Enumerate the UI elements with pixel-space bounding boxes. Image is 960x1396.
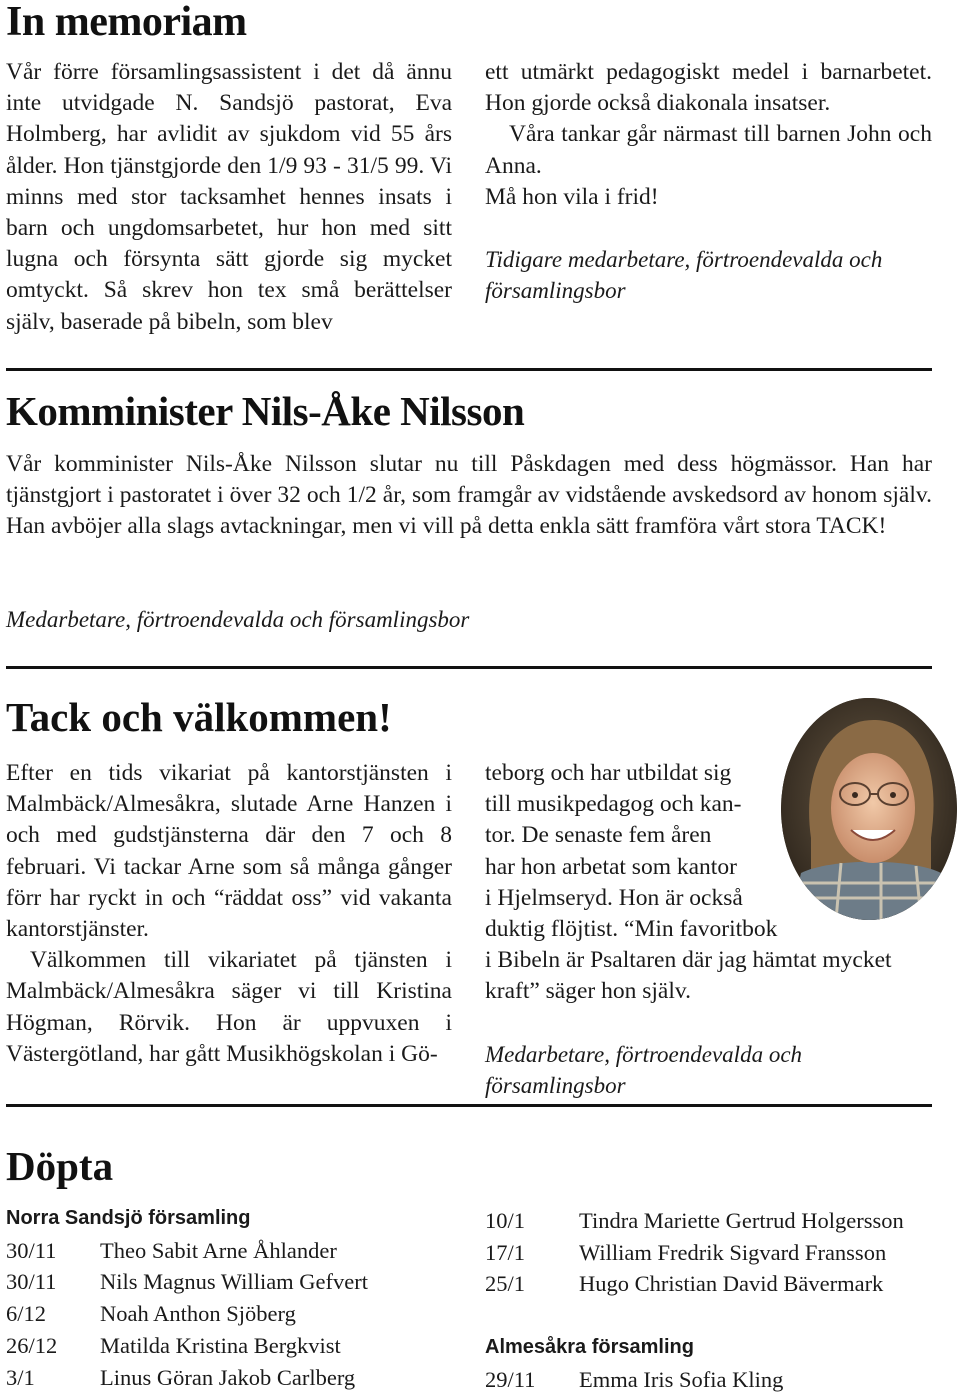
komminister-body: Vår komminister Nils-Åke Nilsson slutar nu till Påskdagen med dess högmässor. Han har tjänstgjort i pastoratet i över 32 och 1/2 år, som framgår av vidstående avskedsord av honom själv. Han avböjer alla slags avtackningar, men vi vill på detta enkla sätt framföra vårt stora TACK! [6,451,932,540]
baptism-date: 10/1 [485,1208,526,1233]
list-item [485,1205,935,1237]
tack-line: har hon arbetat som kantor [485,853,737,880]
baptism-name: Noah Anthon Sjöberg [100,1301,296,1327]
list-item [485,1237,935,1269]
baptism-name: Nils Magnus William Gefvert [100,1269,369,1295]
memoriam-column-1: Vår förre församlingsassistent i det då ännu inte utvidgade N. Sandsjö pastorat, Eva Holmberg, har avlidit av sjukdom vid 55 års ålder. Hon tjänstgjorde den 1/9 93 - 31/5 99. Vi minns med stor tacksamhet hennes insats i barn och ungdomsarbetet, hur hon med sitt lugna och försynta sätt gjorde sig mycket omtyckt. Så skrev hon tex små berättelser själv, baserade på bibeln, som blev [6,59,452,335]
baptism-name: Matilda Kristina Bergkvist [100,1332,341,1358]
baptism-date: 30/11 [6,1269,57,1295]
memoriam-paragraph: Våra tankar går närmast till barnen John och Anna. [485,121,932,179]
tack-column-1 [6,758,452,1070]
list-item [6,1266,446,1298]
baptism-name: Theo Sabit Arne Åhlander [100,1237,337,1263]
norra-list-continued [485,1205,935,1396]
baptism-name: Tindra Mariette Gertrud Holgersson [579,1208,904,1233]
baptism-date: 25/1 [485,1271,526,1297]
section-divider [6,368,932,371]
tack-line: i Bibeln är Psaltaren där jag hämtat mycket [485,947,892,974]
memoriam-title: In memoriam [6,0,247,45]
list-item [6,1362,446,1394]
baptism-date: 17/1 [485,1239,526,1265]
baptism-name: Hugo Christian David Bävermark [579,1271,884,1297]
memoriam-paragraph: ett utmärkt pedagogiskt medel i barnarbetet. Hon gjorde också diakonala insatser. [485,59,932,117]
baptism-name: William Fredrik Sigvard Fransson [579,1239,887,1265]
list-item [6,1298,446,1330]
parish-heading: Norra Sandsjö församling [6,1207,251,1229]
baptism-date: 29/11 [485,1366,536,1392]
list-item [485,1268,935,1300]
tack-paragraph: Välkommen till vikariatet på tjänsten i Malmbäck/Almesåkra säger vi till Kristina Högman, Rörvik. Hon är uppvuxen i Västergötland, har gått Musikhögskolan i Gö- [6,947,452,1067]
tack-line: duktig flöjtist. “Min favoritbok [485,916,778,943]
parish-heading: Almesåkra församling [485,1336,694,1359]
baptism-date: 3/1 [6,1364,35,1390]
portrait-photo [781,698,957,920]
baptism-date: 30/11 [6,1237,57,1263]
komminister-signature: Medarbetare, förtroendevalda och församlingsbor [6,607,470,632]
tack-line: till musikpedagog och kan- [485,791,742,818]
baptism-date: 26/12 [6,1332,58,1358]
baptism-date: 6/12 [6,1301,47,1327]
list-item [6,1235,446,1267]
tack-line: i Hjelmseryd. Hon är också [485,884,743,911]
komminister-title: Komminister Nils-Åke Nilsson [6,388,525,434]
tack-line: teborg och har utbildat sig [485,760,732,786]
tack-line: kraft” säger hon själv. [485,978,691,1005]
memoriam-paragraph: Må hon vila i frid! [485,183,659,210]
tack-signature: Medarbetare, förtroendevalda och församlingsbor [485,1041,803,1098]
memoriam-column-2 [485,57,932,306]
norra-list [6,1203,446,1393]
dopta-title: Döpta [6,1143,114,1189]
section-divider [6,1104,932,1107]
tack-line: tor. De senaste fem åren [485,822,712,849]
memoriam-signature: Tidigare medarbetare, förtroendevalda och församlingsbor [485,247,883,304]
baptism-name: Linus Göran Jakob Carlberg [100,1364,356,1390]
tack-paragraph: Efter en tids vikariat på kantorstjänsten i Malmbäck/Almesåkra, slutade Arne Hanzen i och med gudstjänsterna där den 7 och 8 februari. Vi tackar Arne som så många gånger förr har ryckt in och “räddat oss” vid vakanta kantorstjänster. [6,760,452,943]
section-divider [6,666,932,669]
baptism-name: Emma Iris Sofia Kling [579,1366,784,1392]
list-item [6,1330,446,1362]
tack-title: Tack och välkommen! [6,694,392,740]
